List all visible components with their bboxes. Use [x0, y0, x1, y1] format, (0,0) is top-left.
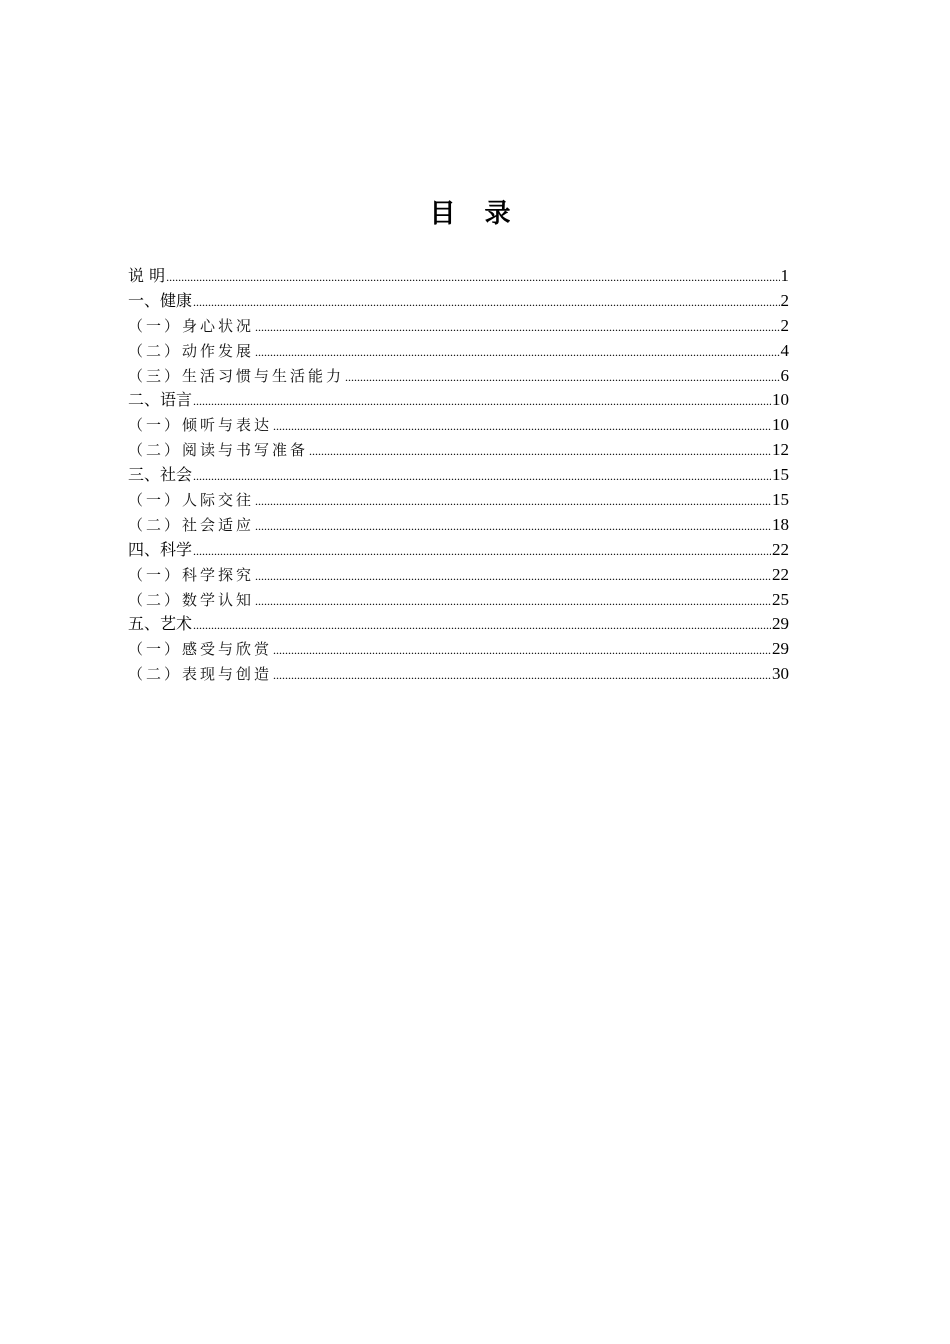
- toc-entry[interactable]: [128, 438, 789, 463]
- toc-page-number: 1: [780, 266, 789, 285]
- toc-leader-dots: [255, 564, 771, 588]
- toc-entry[interactable]: [128, 339, 789, 364]
- toc-leader-dots: [273, 414, 771, 438]
- toc-entry[interactable]: [128, 538, 789, 563]
- toc-entry[interactable]: [128, 413, 789, 438]
- toc-leader-dots: [193, 464, 771, 488]
- toc-page-number: 18: [772, 514, 789, 534]
- toc-entry[interactable]: [128, 513, 789, 538]
- toc-entry-label: （一）科学探究: [128, 565, 255, 584]
- toc-leader-dots: [166, 265, 779, 289]
- toc-page-number: 12: [772, 440, 789, 460]
- toc-page-number: 15: [772, 465, 789, 485]
- toc-entry-label: （一）倾听与表达: [128, 416, 273, 435]
- toc-page-number: 29: [772, 639, 789, 659]
- toc-page-number: 6: [780, 365, 789, 385]
- toc-entry[interactable]: [128, 388, 789, 413]
- toc-entry-label: （二）表现与创造: [128, 665, 273, 684]
- toc-entry[interactable]: [128, 314, 789, 339]
- toc-entry[interactable]: [128, 612, 789, 637]
- toc-leader-dots: [193, 539, 771, 563]
- toc-entry[interactable]: [128, 488, 789, 513]
- toc-entry[interactable]: [128, 364, 789, 389]
- toc-leader-dots: [273, 663, 771, 687]
- toc-entry-label: 说 明: [128, 266, 166, 285]
- toc-entry-label: 三、社会: [128, 465, 193, 485]
- toc-page-number: 30: [772, 664, 789, 684]
- toc-leader-dots: [193, 613, 771, 637]
- toc-leader-dots: [309, 439, 771, 463]
- page-title: 目 录: [429, 199, 521, 229]
- toc-entry[interactable]: [128, 637, 789, 662]
- toc-page-number: 10: [772, 390, 789, 410]
- toc-entry-label: （一）人际交往: [128, 491, 255, 510]
- toc-leader-dots: [255, 489, 771, 513]
- toc-entry-label: （一）感受与欣赏: [128, 640, 273, 659]
- toc-page-number: 4: [780, 340, 789, 360]
- toc-leader-dots: [255, 589, 771, 613]
- toc-entry-label: 一、健康: [128, 290, 193, 310]
- toc-page-number: 15: [772, 490, 789, 510]
- toc-entry[interactable]: [128, 563, 789, 588]
- toc-page-number: 29: [772, 614, 789, 634]
- toc-leader-dots: [345, 365, 779, 389]
- toc-entry[interactable]: [128, 588, 789, 613]
- toc-entry-label: （二）动作发展: [128, 341, 255, 360]
- toc-leader-dots: [255, 340, 779, 364]
- toc-leader-dots: [273, 638, 771, 662]
- toc-entry-label: 五、艺术: [128, 614, 193, 634]
- toc-entry[interactable]: [128, 662, 789, 687]
- toc-leader-dots: [255, 315, 779, 339]
- toc-page-number: 22: [772, 564, 789, 584]
- table-of-contents: [128, 264, 789, 687]
- toc-entry-label: （二）阅读与书写准备: [128, 441, 309, 460]
- toc-page-number: 22: [772, 539, 789, 559]
- toc-entry-label: （一）身心状况: [128, 316, 255, 335]
- toc-page-number: 2: [780, 290, 789, 310]
- toc-leader-dots: [193, 389, 771, 413]
- toc-entry-label: 四、科学: [128, 539, 193, 559]
- toc-leader-dots: [255, 514, 771, 538]
- toc-entry[interactable]: [128, 264, 789, 289]
- toc-entry[interactable]: [128, 463, 789, 488]
- toc-page-number: 10: [772, 415, 789, 435]
- toc-entry-label: （二）社会适应: [128, 515, 255, 534]
- toc-entry[interactable]: [128, 289, 789, 314]
- toc-entry-label: 二、语言: [128, 390, 193, 410]
- toc-entry-label: （三）生活习惯与生活能力: [128, 366, 345, 385]
- toc-page-number: 2: [780, 315, 789, 335]
- toc-entry-label: （二）数学认知: [128, 590, 255, 609]
- toc-page-number: 25: [772, 589, 789, 609]
- toc-leader-dots: [193, 290, 779, 314]
